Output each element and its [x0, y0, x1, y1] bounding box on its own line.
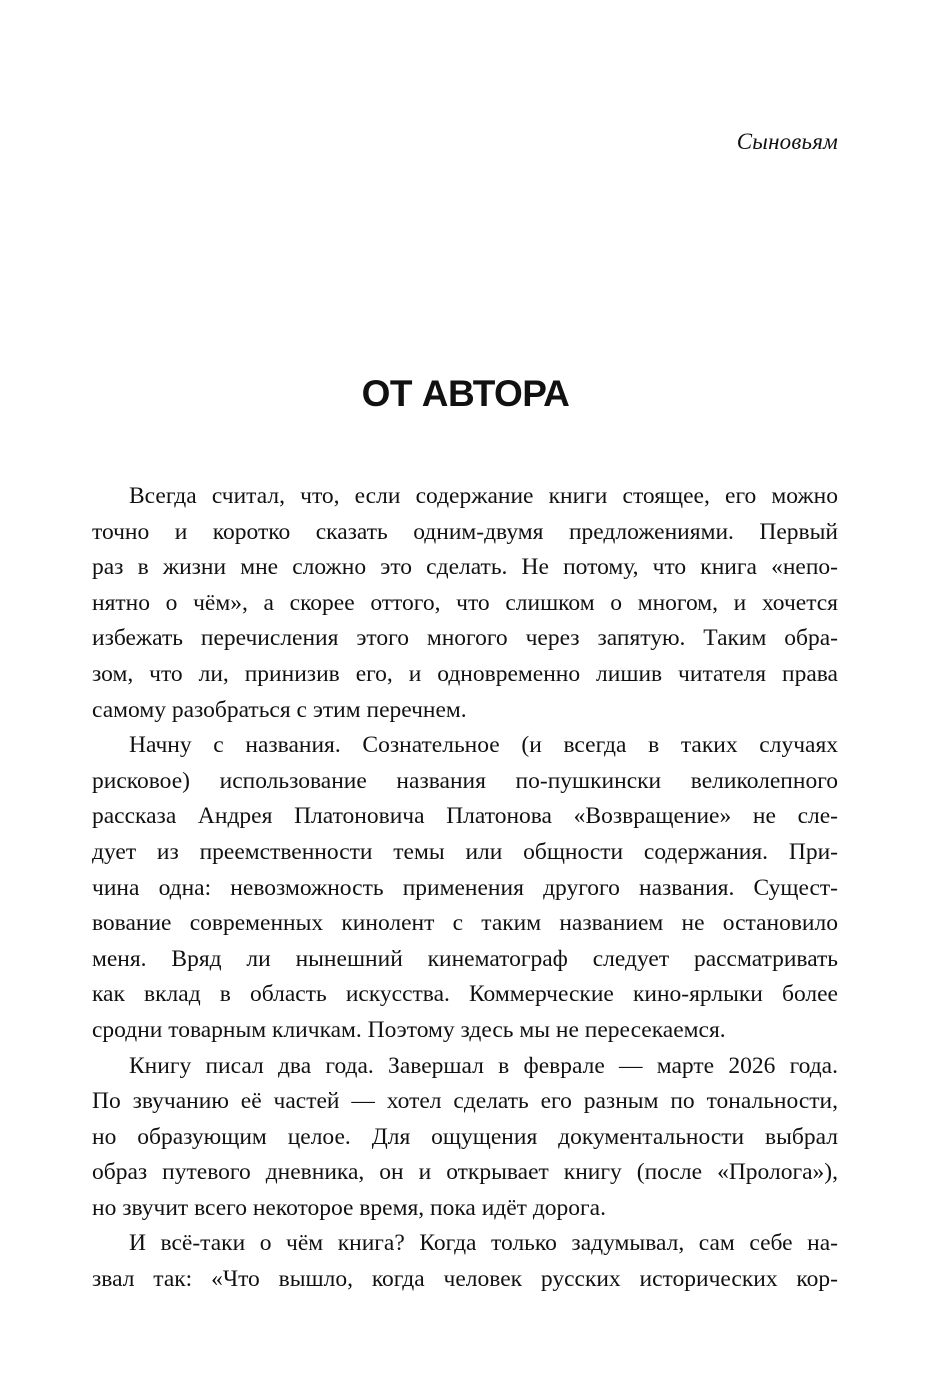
text-line: И всё-таки о чём книга? Когда только задумывал, сам себе на-	[129, 1230, 838, 1257]
text-line: звал так: «Что вышло, когда человек русских исторических кор-	[92, 1266, 838, 1293]
text-line: избежать перечисления этого многого через запятую. Таким обра-	[92, 625, 838, 652]
text-line: Всегда считал, что, если содержание книги стоящее, его можно	[129, 483, 838, 509]
text-line: рисковое) использование названия по-пушкински великолепного	[92, 767, 838, 794]
text-line: образ путевого дневника, он и открывает книгу (после «Пролога»),	[92, 1159, 838, 1186]
text-line: дует из преемственности темы или общности содержания. При-	[92, 838, 838, 865]
body-text	[92, 479, 838, 1298]
text-line: но звучит всего некоторое время, пока идёт дорога.	[92, 1194, 606, 1221]
text-line: как вклад в область искусства. Коммерческие кино-ярлыки более	[92, 981, 838, 1008]
dedication: Сыновьям	[736, 129, 838, 154]
text-line: самому разобраться с этим перечнем.	[92, 696, 467, 723]
text-line: Книгу писал два года. Завершал в феврале — марте 2026 года.	[129, 1052, 838, 1079]
chapter-title: ОТ АВТОРА	[361, 373, 570, 414]
text-line: сродни товарным кличкам. Поэтому здесь мы не пересекаемся.	[92, 1016, 726, 1043]
text-line: вование современных кинолент с таким названием не остановило	[92, 910, 838, 937]
text-line: По звучанию её частей — хотел сделать его разным по тональности,	[92, 1088, 838, 1115]
text-line: но образующим целое. Для ощущения документальности выбрал	[92, 1123, 838, 1150]
text-line: рассказа Андрея Платоновича Платонова «Возвращение» не сле-	[92, 803, 838, 830]
text-line: точно и коротко сказать одним-двумя предложениями. Первый	[92, 518, 838, 545]
text-line: меня. Вряд ли нынешний кинематограф следует рассматривать	[92, 945, 838, 972]
text-line: чина одна: невозможность применения другого названия. Сущест-	[92, 874, 838, 901]
text-line: Начну с названия. Сознательное (и всегда в таких случаях	[129, 732, 838, 759]
text-line: зом, что ли, принизив его, и одновременно лишив читателя права	[92, 660, 838, 687]
text-line: раз в жизни мне сложно это сделать. Не потому, что книга «непо-	[92, 554, 838, 581]
text-line: нятно о чём», а скорее оттого, что слишком о многом, и хочется	[92, 589, 838, 616]
